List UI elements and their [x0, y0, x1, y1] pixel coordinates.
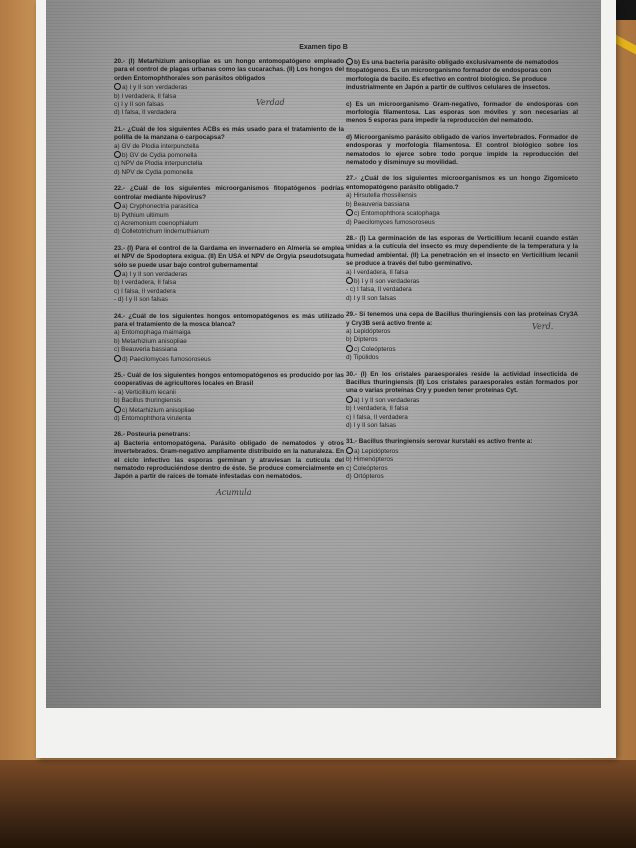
- circled-answer-mark: [346, 58, 353, 65]
- answer-option-text: a) Lepidópteros: [354, 447, 399, 455]
- answer-option: [346, 396, 578, 405]
- answer-option: [346, 201, 578, 209]
- answer-option: [114, 296, 344, 304]
- circled-answer-mark: [114, 202, 121, 209]
- answer-option-text: c) Coleópteros: [346, 464, 388, 472]
- right-column: [346, 58, 578, 489]
- question-stem: 30.- (I) En los cristales paraesporales reside la actividad insecticida de Bacillus thuringiensis (II) Los cristales paraesporales están formados por una o varias proteínas Cry y pueden tener proteínas Cyt.: [346, 370, 578, 395]
- answer-option: [346, 277, 578, 286]
- answer-option-text: - d) I y II son falsas: [114, 296, 168, 304]
- answer-option-text: c) NPV de Plodia interpunctella: [114, 160, 203, 168]
- question-stem: 26.- Posteuria penetrans:: [114, 431, 191, 439]
- question: [346, 134, 578, 168]
- left-column: [114, 58, 344, 490]
- answer-option: [346, 286, 578, 294]
- answer-option: [114, 109, 344, 117]
- photocopy-area: [46, 0, 601, 708]
- answer-option: [114, 338, 344, 346]
- answer-option-text: - c) I falsa, II verdadera: [346, 286, 412, 294]
- answer-option-text: b) Metarhizium anisopliae: [114, 337, 187, 345]
- answer-option-text: b) Dípteros: [346, 336, 378, 344]
- circled-answer-mark: [346, 345, 353, 352]
- question: [346, 438, 578, 481]
- circled-answer-mark: [114, 355, 121, 362]
- question: [346, 371, 578, 431]
- answer-option: [114, 83, 344, 92]
- answer-option-text: a) Cryphonectria parasitica: [122, 203, 199, 211]
- circled-answer-mark: [346, 277, 353, 284]
- answer-option: [346, 345, 578, 354]
- question-stem: 24.- ¿Cuál de los siguientes hongos entomopatógenos es más utilizado para el tratamiento de la mosca blanca?: [114, 312, 344, 328]
- handwritten-note-2: Verd.: [532, 322, 554, 331]
- answer-option-text: a) Lepidópteros: [346, 327, 391, 335]
- answer-option-text: b) Pythium ultimum: [114, 211, 169, 219]
- answer-option: [114, 355, 344, 364]
- answer-option: [346, 456, 578, 464]
- answer-option-text: c) I falsa, II verdadera: [114, 287, 176, 295]
- answer-option-text: d) I y II son falsas: [346, 422, 397, 430]
- answer-option: [346, 465, 578, 473]
- circled-answer-mark: [114, 406, 121, 413]
- answer-option: [346, 405, 578, 413]
- answer-option: [114, 406, 344, 415]
- question-stem: 29.- Si tenemos una cepa de Bacillus thuringiensis con las proteínas Cry3A y Cry3B será activo frente a:: [346, 311, 578, 327]
- answer-option: [346, 295, 578, 303]
- answer-option-text: b) I verdadera, II falsa: [114, 92, 177, 100]
- answer-option-text: a) I y II son verdaderas: [122, 270, 188, 278]
- answer-option-text: c) Coleópteros: [354, 345, 396, 353]
- answer-option: [114, 93, 344, 101]
- answer-option: [114, 329, 344, 337]
- answer-option-text: b) Bacillus thuringiensis: [114, 397, 182, 405]
- answer-option-text: c) Acremonium coenophialum: [114, 219, 199, 227]
- answer-option: [114, 169, 344, 177]
- answer-option: [114, 415, 344, 423]
- question: [114, 126, 344, 177]
- answer-option-text: d) Ortópteros: [346, 473, 384, 481]
- answer-option-text: a) I verdadera, II falsa: [346, 268, 409, 276]
- answer-option-text: a) Entomophaga maimaiga: [114, 329, 191, 337]
- question: [346, 235, 578, 303]
- answer-option-text: c) Entomophthora scatophaga: [354, 210, 440, 218]
- exam-title: Examen tipo B: [299, 44, 348, 51]
- answer-option: [114, 101, 344, 109]
- answer-option: [114, 389, 344, 397]
- question: [114, 431, 344, 481]
- question-stem: 21.- ¿Cuál de los siguientes ACBs es más usado para el tratamiento de la polilla de la manzana o carpocapsa?: [114, 125, 344, 142]
- answer-option: [346, 414, 578, 422]
- answer-option-text: d) I y II son falsas: [346, 294, 397, 302]
- answer-option-text: b) Himenópteros: [346, 456, 394, 464]
- handwritten-note-1: Verdad: [256, 98, 285, 107]
- answer-option: [114, 270, 344, 279]
- question-stem: c) Es un microorganismo Gram-negativo, formador de endosporas con morfología filamentosa. Las esporas son móviles y son necesarias al menos 5 esporas para impedir la reproducción del nematodo.: [346, 100, 578, 125]
- question: [346, 101, 578, 126]
- answer-option: [346, 192, 578, 200]
- handwritten-note-3: Acumula: [216, 488, 252, 497]
- question-stem: 22.- ¿Cuál de los siguientes microorganismos fitopatógenos podrías controlar mediante hipovirus?: [114, 185, 344, 201]
- answer-option: [346, 422, 578, 430]
- answer-text: a) Bacteria entomopatógena. Parásito obligado de nematodos y otros invertebrados. Gram-negativo ampliamente distribuido en la naturaleza. En el ciclo infectivo las esporas germinan y atraviesan la cutícula del nematodo reproduciéndose dentro de éste. Se produce comercialmente en Japón a partir de raíces de tomate infestadas con nematodos.: [114, 439, 344, 481]
- answer-option-text: - a) Verticillium lecanii: [114, 388, 176, 396]
- circled-answer-mark: [346, 209, 353, 216]
- answer-option-text: b) I y II son verdaderas: [354, 277, 420, 285]
- answer-option-text: d) NPV de Cydia pomonella: [114, 168, 193, 176]
- answer-option-text: c) Beauveria bassiana: [114, 346, 178, 354]
- question-stem: d) Microorganismo parásito obligado de varios invertebrados. Formador de endosporas y morfología filamentosa. El control biológico sobre los nematodos lo ejerce sobre todo porque impide la reproducción del nematodo y disminuye su movilidad.: [346, 133, 578, 167]
- circled-answer-mark: [346, 447, 353, 454]
- answer-option-text: b) I verdadera, II falsa: [346, 405, 409, 413]
- answer-option-text: d) Paecilomyces fumosoroseus: [122, 355, 211, 363]
- answer-option: [346, 269, 578, 277]
- question-stem: b) Es una bacteria parásito obligado exclusivamente de nematodos fitopatógenos. Es un microorganismo formador de endosporas con morfología de bacilo. Es efectivo en control biológico. Se produce industrialmente en Japón a partir de cultivos celulares de insectos.: [346, 59, 559, 92]
- answer-option: [114, 151, 344, 160]
- circled-answer-mark: [114, 83, 121, 90]
- question-stem: 31.- Bacillus thuringiensis serovar kurstaki es activo frente a:: [346, 438, 533, 446]
- answer-option: [114, 160, 344, 168]
- question: [114, 58, 344, 118]
- answer-option: [114, 212, 344, 220]
- question-stem: 25.- Cuál de los siguientes hongos entomopatógenos es producido por las cooperativas de agricultores locales en Brasil: [114, 372, 344, 388]
- answer-option-text: a) I y II son verdaderas: [122, 84, 188, 92]
- answer-option-text: a) GV de Plodia interpunctella: [114, 142, 199, 150]
- answer-option-text: b) I verdadera, II falsa: [114, 279, 177, 287]
- answer-option: [346, 219, 578, 227]
- answer-option: [346, 473, 578, 481]
- answer-option: [114, 397, 344, 405]
- answer-option-text: a) I y II son verdaderas: [354, 396, 420, 404]
- question: [346, 311, 578, 362]
- question-stem: 20.- (I) Metarhizium anisopliae es un hongo entomopatógeno empleado para el control de plagas urbanas como las cucarachas. (II) Los hongos del orden Entomophthorales son parásitos obligados: [114, 58, 344, 82]
- answer-option-text: d) Entomophthora virulenta: [114, 415, 192, 423]
- question-stem: 27.- ¿Cuál de los siguientes microorganismos es un hongo Zigomiceto entomopatógeno parásito obligado.?: [346, 175, 578, 191]
- question: [346, 58, 578, 93]
- answer-option-text: c) I falsa, II verdadera: [346, 413, 408, 421]
- desk-surface-left: [0, 0, 40, 760]
- exam-sheet: [36, 0, 616, 758]
- answer-option-text: b) GV de Cydia pomonella: [122, 152, 197, 160]
- answer-option: [114, 279, 344, 287]
- answer-option-text: b) Beauveria bassiana: [346, 200, 410, 208]
- circled-answer-mark: [346, 396, 353, 403]
- answer-option: [114, 228, 344, 236]
- answer-option-text: d) I falsa, II verdadera: [114, 109, 177, 117]
- question: [114, 185, 344, 236]
- question: [114, 313, 344, 364]
- answer-option: [346, 209, 578, 218]
- circled-answer-mark: [114, 270, 121, 277]
- answer-option: [346, 336, 578, 344]
- answer-option-text: d) Tipúlidos: [346, 354, 379, 362]
- question: [346, 175, 578, 226]
- answer-option-text: d) Colletotrichum lindemuthianum: [114, 228, 210, 236]
- answer-option-text: c) Metarhizium anisopliae: [122, 406, 195, 414]
- answer-option: [114, 220, 344, 228]
- answer-option: [114, 346, 344, 354]
- desk-shadow: [0, 760, 636, 848]
- question-stem: 23.- (I) Para el control de la Gardama en invernadero en Almería se emplea el NPV de Spodoptera exigua. (II) En USA el NPV de Orgyia pseudotsugata sólo se puede usar bajo control gubernamental: [114, 244, 344, 269]
- answer-option: [346, 447, 578, 456]
- answer-option-text: c) I y II son falsas: [114, 101, 164, 109]
- answer-option: [114, 143, 344, 151]
- question: [114, 372, 344, 423]
- answer-option: [114, 202, 344, 211]
- answer-option-text: d) Paecilomyces fumosoroseus: [346, 218, 435, 226]
- answer-option: [114, 288, 344, 296]
- answer-option: [346, 354, 578, 362]
- circled-answer-mark: [114, 151, 121, 158]
- question-stem: 28.- (I) La germinación de las esporas de Verticillium lecanii cuando están unidas a la cutícula del insecto es muy dependiente de la temperatura y la humedad ambiental. (II) La penetración en el insecto en Verticillium lecanii se produce a través del tubo germinativo.: [346, 234, 578, 268]
- answer-option-text: a) Hirsutella rhossiliensis: [346, 192, 417, 200]
- question: [114, 245, 344, 305]
